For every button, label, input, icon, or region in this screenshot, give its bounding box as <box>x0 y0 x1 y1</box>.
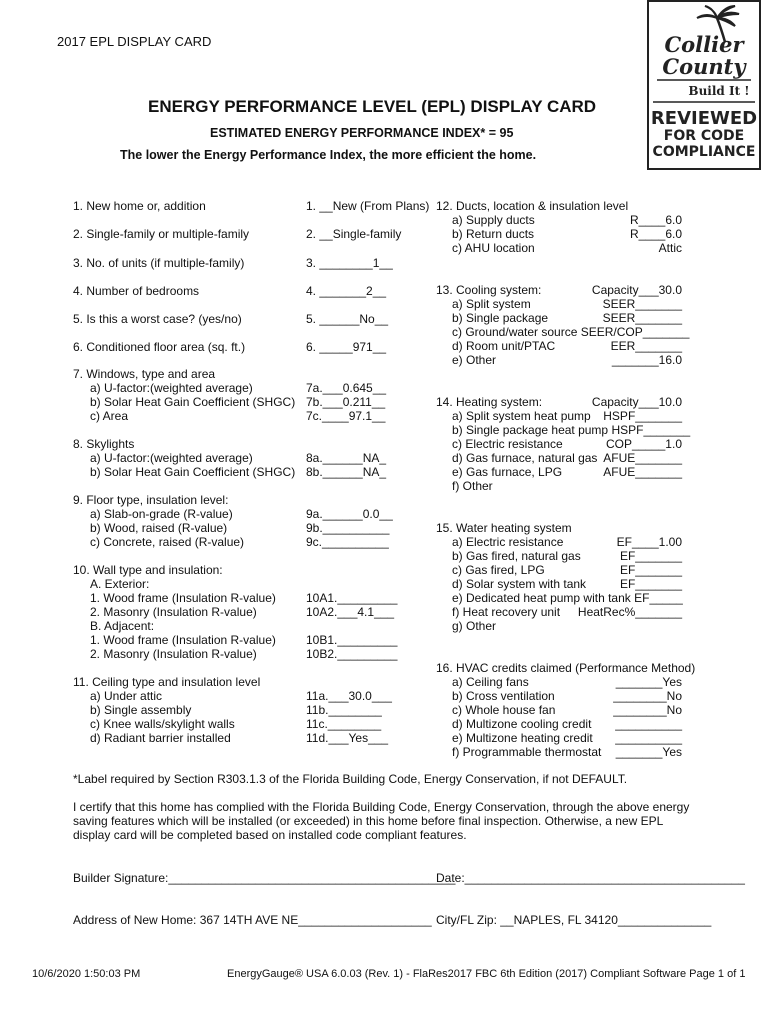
item-14e: e) Gas furnace, LPG <box>452 465 563 479</box>
item-9c: c) Concrete, raised (R-value) <box>90 535 245 549</box>
footer-software: EnergyGauge® USA 6.0.03 (Rev. 1) - FlaRes2017 FBC 6th Edition (2017) Compliant Software Page 1 of 1 <box>227 968 746 980</box>
item-13b: b) Single package <box>452 311 549 325</box>
item-10: 10. Wall type and insulation: <box>73 563 223 577</box>
item-8: 8. Skylights <box>73 437 135 451</box>
item-11a: a) Under attic <box>90 689 163 703</box>
value-16a: _______Yes <box>615 675 682 689</box>
address-field[interactable]: Address of New Home: 367 14TH AVE NE____________________ <box>73 913 432 927</box>
item-3: 3. No. of units (if multiple-family) <box>73 256 245 270</box>
item-12: 12. Ducts, location & insulation level <box>436 199 629 213</box>
item-11b: b) Single assembly <box>90 703 192 717</box>
stamp-compliance: COMPLIANCE <box>652 144 756 160</box>
value-11d: 11d.___Yes___ <box>306 731 389 745</box>
item-15: 15. Water heating system <box>436 521 572 535</box>
value-16f: _______Yes <box>615 745 682 759</box>
item-10b: B. Adjacent: <box>90 619 155 633</box>
city-zip-field[interactable]: City/FL Zip: __NAPLES, FL 34120______________ <box>436 913 712 927</box>
item-14: 14. Heating system: <box>436 395 543 409</box>
item-8a: a) U-factor:(weighted average) <box>90 451 253 465</box>
value-16e: __________ <box>615 731 682 745</box>
item-12b: b) Return ducts <box>452 227 535 241</box>
item-15f: f) Heat recovery unit <box>452 605 561 619</box>
item-5: 5. Is this a worst case? (yes/no) <box>73 312 242 326</box>
value-15b: EF_______ <box>619 549 682 563</box>
certify-line-2: saving features which will be installed (or exceeded) in this home before final inspection. Otherwise, a new EPL <box>73 814 664 828</box>
header-label: 2017 EPL DISPLAY CARD <box>57 34 212 49</box>
item-16c: c) Whole house fan <box>452 703 556 717</box>
value-13b: SEER_______ <box>602 311 682 325</box>
value-4: 4. _______2__ <box>306 284 387 298</box>
value-7c: 7c.____97.1__ <box>306 409 386 423</box>
value-3: 3. ________1__ <box>306 256 393 270</box>
item-9: 9. Floor type, insulation level: <box>73 493 229 507</box>
item-11c: c) Knee walls/skylight walls <box>90 717 235 731</box>
value-16c: ________No <box>613 703 682 717</box>
value-9c: 9c.__________ <box>306 535 389 549</box>
footer-date: 10/6/2020 1:50:03 PM <box>32 968 141 980</box>
item-10b2: 2. Masonry (Insulation R-value) <box>90 647 257 661</box>
item-10a: A. Exterior: <box>90 577 150 591</box>
value-15c: EF_______ <box>619 563 682 577</box>
value-16d: __________ <box>615 717 682 731</box>
item-2: 2. Single-family or multiple-family <box>73 227 250 241</box>
value-15d: EF_______ <box>619 577 682 591</box>
item-12a: a) Supply ducts <box>452 213 535 227</box>
logo-line2: County <box>662 54 746 79</box>
item-11: 11. Ceiling type and insulation level <box>73 675 261 689</box>
value-7a: 7a.___0.645__ <box>306 381 387 395</box>
value-14c: COP_____1.0 <box>605 437 682 451</box>
item-10a2: 2. Masonry (Insulation R-value) <box>90 605 257 619</box>
value-14e: AFUE_______ <box>603 465 682 479</box>
value-8b: 8b.______NA_ <box>306 465 387 479</box>
value-2: 2. __Single-family <box>306 227 402 241</box>
value-11c: 11c.________ <box>306 717 382 731</box>
item-15b: b) Gas fired, natural gas <box>452 549 581 563</box>
item-16: 16. HVAC credits claimed (Performance Method) <box>436 661 696 675</box>
value-10b1: 10B1._________ <box>306 633 398 647</box>
item-8b: b) Solar Heat Gain Coefficient (SHGC) <box>90 465 296 479</box>
item-11d: d) Radiant barrier installed <box>90 731 231 745</box>
value-12c: Attic <box>658 241 682 255</box>
certify-line-1: I certify that this home has complied with the Florida Building Code, Energy Conservation, through the above energy <box>73 800 690 814</box>
item-9b: b) Wood, raised (R-value) <box>90 521 228 535</box>
item-13e: e) Other <box>452 353 497 367</box>
item-13: 13. Cooling system: <box>436 283 542 297</box>
value-8a: 8a.______NA_ <box>306 451 387 465</box>
item-1: 1. New home or, addition <box>73 199 206 213</box>
item-15e: e) Dedicated heat pump with tank EF_____ <box>452 591 683 605</box>
footnote: *Label required by Section R303.1.3 of the Florida Building Code, Energy Conservation, if not DEFAULT. <box>73 772 628 786</box>
item-13c: c) Ground/water source SEER/COP_______ <box>452 325 690 339</box>
value-13e: _______16.0 <box>611 353 682 367</box>
value-12a: R____6.0 <box>629 213 682 227</box>
value-13: Capacity___30.0 <box>591 283 682 297</box>
item-15c: c) Gas fired, LPG <box>452 563 545 577</box>
item-7: 7. Windows, type and area <box>73 367 216 381</box>
logo-tag: Build It ! <box>688 84 750 98</box>
logo-line1: Collier <box>664 32 744 57</box>
value-10a2: 10A2.___4.1___ <box>306 605 395 619</box>
value-15f: HeatRec%_______ <box>577 605 682 619</box>
item-16b: b) Cross ventilation <box>452 689 555 703</box>
item-16d: d) Multizone cooling credit <box>452 717 592 731</box>
item-15a: a) Electric resistance <box>452 535 564 549</box>
value-13a: SEER_______ <box>602 297 682 311</box>
item-10a1: 1. Wood frame (Insulation R-value) <box>90 591 276 605</box>
item-15d: d) Solar system with tank <box>452 577 587 591</box>
item-9a: a) Slab-on-grade (R-value) <box>90 507 233 521</box>
item-7a: a) U-factor:(weighted average) <box>90 381 253 395</box>
value-15a: EF____1.00 <box>616 535 682 549</box>
stamp-reviewed: REVIEWED <box>650 108 758 129</box>
value-6: 6. _____971__ <box>306 340 387 354</box>
item-13a: a) Split system <box>452 297 531 311</box>
value-14d: AFUE_______ <box>603 451 682 465</box>
item-14a: a) Split system heat pump <box>452 409 591 423</box>
value-14a: HSPF_______ <box>603 409 682 423</box>
value-16b: ________No <box>613 689 682 703</box>
item-14b: b) Single package heat pump HSPF_______ <box>452 423 691 437</box>
item-16e: e) Multizone heating credit <box>452 731 593 745</box>
item-14c: c) Electric resistance <box>452 437 563 451</box>
page-title: ENERGY PERFORMANCE LEVEL (EPL) DISPLAY CARD <box>148 97 597 116</box>
value-9b: 9b.__________ <box>306 521 390 535</box>
item-4: 4. Number of bedrooms <box>73 284 200 298</box>
item-15g: g) Other <box>452 619 497 633</box>
value-14: Capacity___10.0 <box>591 395 682 409</box>
item-7b: b) Solar Heat Gain Coefficient (SHGC) <box>90 395 296 409</box>
item-13d: d) Room unit/PTAC <box>452 339 556 353</box>
value-9a: 9a.______0.0__ <box>306 507 393 521</box>
date-field[interactable]: Date:__________________________________________ <box>436 871 745 885</box>
value-1: 1. __New (From Plans) <box>306 199 430 213</box>
item-16a: a) Ceiling fans <box>452 675 529 689</box>
item-10b1: 1. Wood frame (Insulation R-value) <box>90 633 276 647</box>
builder-signature-field[interactable]: Builder Signature:___________________________________________ <box>73 871 456 885</box>
value-11b: 11b.________ <box>306 703 382 717</box>
item-14d: d) Gas furnace, natural gas <box>452 451 598 465</box>
value-10a1: 10A1._________ <box>306 591 398 605</box>
epi-subtitle: ESTIMATED ENERGY PERFORMANCE INDEX* = 95 <box>210 126 514 140</box>
item-12c: c) AHU location <box>452 241 535 255</box>
item-6: 6. Conditioned floor area (sq. ft.) <box>73 340 246 354</box>
value-13d: EER_______ <box>610 339 682 353</box>
value-12b: R____6.0 <box>629 227 682 241</box>
item-14f: f) Other <box>452 479 493 493</box>
certify-line-3: display card will be completed based on installed code compliant features. <box>73 828 467 842</box>
stamp-for-code: FOR CODE <box>663 128 745 144</box>
value-10b2: 10B2._________ <box>306 647 398 661</box>
collier-county-logo <box>647 0 761 170</box>
value-7b: 7b.___0.211__ <box>306 395 386 409</box>
item-16f: f) Programmable thermostat <box>452 745 602 759</box>
tagline: The lower the Energy Performance Index, the more efficient the home. <box>120 148 537 162</box>
item-7c: c) Area <box>90 409 129 423</box>
value-5: 5. ______No__ <box>306 312 389 326</box>
value-11a: 11a.___30.0___ <box>306 689 392 703</box>
